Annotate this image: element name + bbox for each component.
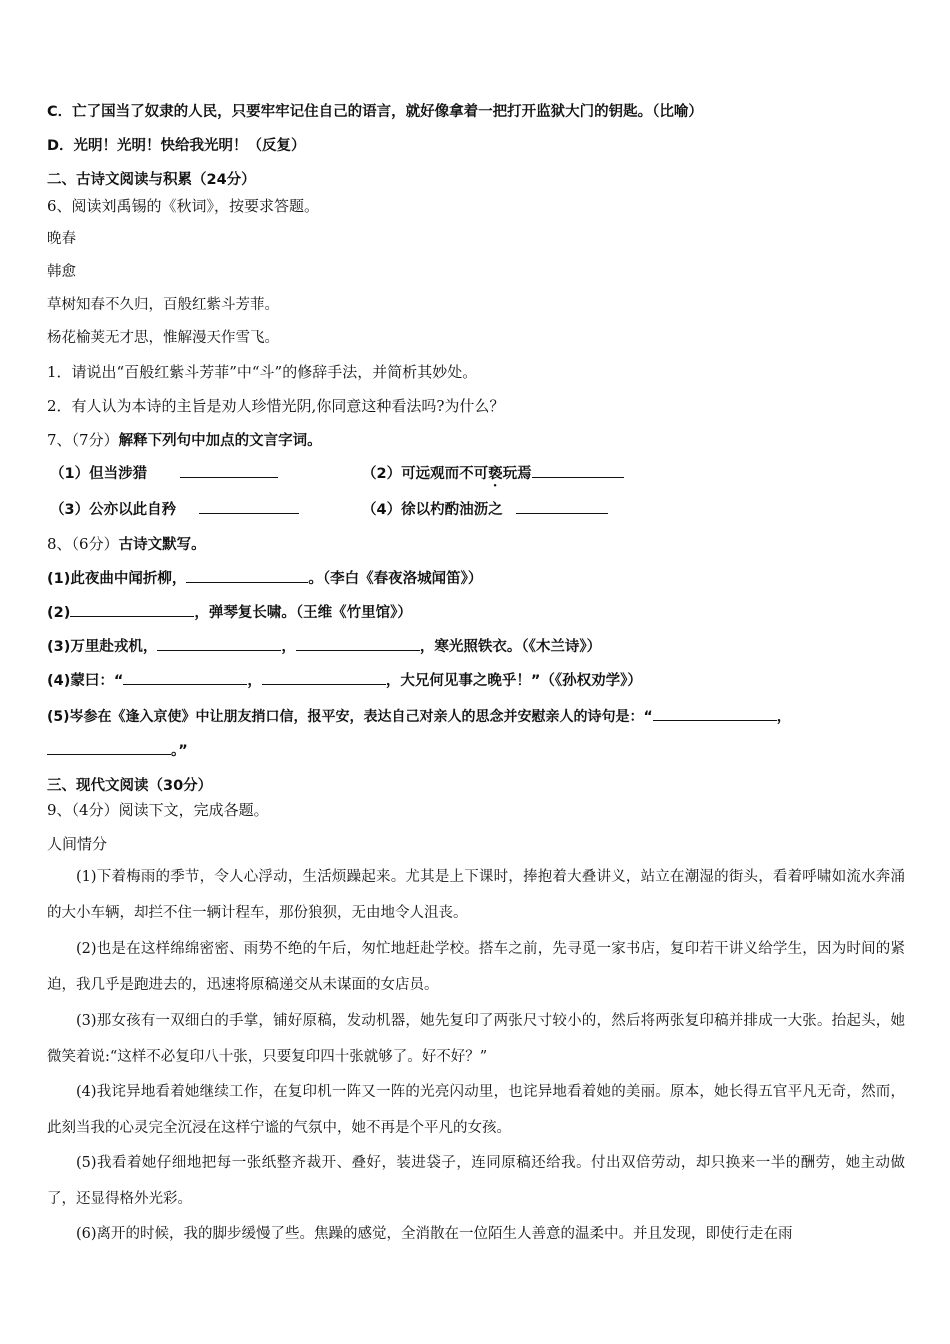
q8-line-1-pre: (1)此夜曲中闻折柳，: [47, 571, 187, 587]
article-paragraph-6: (6)离开的时候，我的脚步缓慢了些。焦躁的感觉，全消散在一位陌生人善意的温柔中。并且发现，即使行走在雨: [76, 1226, 793, 1242]
q7-item-4-blank[interactable]: [516, 499, 608, 514]
q8-line-1-blank[interactable]: [186, 568, 308, 583]
article-paragraph-4: (4)我诧异地看着她继续工作，在复印机一阵又一阵的光亮闪动里，也诧异地看着她的美丽。原本，她长得五官平凡无奇，然而，此刻当我的心灵完全沉浸在这样宁谧的气氛中，她不再是个平凡的女孩。: [47, 1084, 905, 1136]
q8-line-4-blank-1[interactable]: [123, 670, 247, 685]
q8-line-3-mid: ，: [281, 639, 296, 655]
q7-item-4: [362, 499, 608, 520]
q8-line-5: [47, 706, 791, 727]
q7-item-3: [50, 499, 299, 520]
q8-line-6-post: 。”: [171, 743, 188, 759]
article-paragraph-3: (3)那女孩有一双细白的手掌，铺好原稿，发动机器，她先复印了两张尺寸较小的，然后将两张复印稿并排成一大张。抬起头，她微笑着说:“这样不必复印八十张，只要复印四十张就够了。好不好？”: [47, 1013, 905, 1065]
q7-item-3-text: （3）公亦以此自矜: [50, 502, 177, 518]
article-paragraph-1: (1)下着梅雨的季节，令人心浮动，生活烦躁起来。尤其是上下课时，捧抱着大叠讲义，站立在潮湿的街头，看着呼啸如流水奔涌的大小车辆，却拦不住一辆计程车，那份狼狈，无由地令人沮丧。: [47, 869, 905, 921]
q6-prompt: 6、阅读刘禹锡的《秋词》，按要求答题。: [47, 197, 320, 215]
article-title: 人间情分: [47, 835, 108, 853]
poem-line-2: 杨花榆荚无才思，惟解漫天作雪飞。: [47, 330, 279, 346]
q8-line-6-blank[interactable]: [47, 740, 171, 755]
poem-line-1: 草树知春不久归，百般红紫斗芳菲。: [47, 297, 279, 313]
q6-sub2: 2．有人认为本诗的主旨是劝人珍惜光阴,你同意这种看法吗?为什么？: [47, 397, 505, 415]
q8-line-5-blank-1[interactable]: [653, 706, 777, 721]
q8-line-4-blank-2[interactable]: [262, 670, 386, 685]
q7-number: 7、（7分）: [47, 431, 119, 449]
q8-line-3-pre: (3)万里赴戎机，: [47, 639, 158, 655]
q7-item-2-text-pre: （2）可远观而不可: [362, 466, 489, 482]
q7-item-1: [50, 463, 278, 484]
q7-item-2: [362, 463, 624, 490]
q7-item-2-dotted-word: 亵: [488, 466, 503, 482]
q7-item-3-blank[interactable]: [199, 499, 299, 514]
q8-instruction: 古诗文默写。: [118, 537, 206, 553]
option-d: D．光明！光明！快给我光明！（反复）: [47, 138, 306, 154]
q8-line-2-pre: (2): [47, 605, 71, 621]
q7-item-2-blank[interactable]: [532, 463, 624, 478]
q8-line-4: [47, 670, 642, 691]
q8-number: 8、（6分）: [47, 535, 119, 553]
q8-prompt: [47, 534, 206, 555]
q7-item-1-text: （1）但当涉猎: [50, 466, 148, 482]
q8-line-3-post: ，寒光照铁衣。（《木兰诗》）: [419, 639, 602, 655]
option-c: C．亡了国当了奴隶的人民，只要牢牢记住自己的语言，就好像拿着一把打开监狱大门的钥匙。（比喻）: [47, 104, 703, 120]
q7-item-2-text-post: 玩焉: [502, 466, 532, 482]
q8-line-4-mid: ，: [247, 673, 262, 689]
q8-line-1: [47, 568, 482, 589]
q8-line-1-post: 。（李白《春夜洛城闻笛》）: [308, 571, 483, 587]
q8-line-4-post: ，大兄何见事之晚乎！”（《孙权劝学》）: [385, 673, 642, 689]
poem-title: 晚春: [47, 231, 76, 247]
article-paragraph-2: (2)也是在这样绵绵密密、雨势不绝的午后，匆忙地赶赴学校。搭车之前，先寻觅一家书店，复印若干讲义给学生，因为时间的紧迫，我几乎是跑进去的，迅速将原稿递交从未谋面的女店员。: [47, 941, 905, 993]
section2-heading: 二、古诗文阅读与积累（24分）: [47, 172, 256, 188]
q9-prompt: [47, 800, 269, 820]
q8-line-4-pre: (4)蒙曰：“: [47, 673, 124, 689]
q8-line-2: [47, 602, 412, 623]
q7-prompt: [47, 430, 322, 451]
section3-heading: 三、现代文阅读（30分）: [47, 778, 213, 794]
q8-line-2-blank[interactable]: [70, 602, 194, 617]
article-paragraph-5: (5)我看着她仔细地把每一张纸整齐裁开、叠好，装进袋子，连同原稿还给我。付出双倍劳动，却只换来一半的酬劳，她主动做了，还显得格外光彩。: [47, 1155, 905, 1207]
q7-item-1-blank[interactable]: [180, 463, 278, 478]
q8-line-3: [47, 636, 601, 657]
q6-sub1: 1．请说出“百般红紫斗芳菲”中“斗”的修辞手法，并简析其妙处。: [47, 363, 478, 381]
q8-line-5-end: ，: [776, 709, 791, 725]
q8-line-2-post: ，弹琴复长啸。（王维《竹里馆》）: [194, 605, 412, 621]
q8-line-6: [47, 740, 188, 761]
q7-item-4-text: （4）徐以杓酌油沥之: [362, 502, 503, 518]
q9-instruction: 阅读下文，完成各题。: [118, 801, 269, 819]
q9-number: 9、（4分）: [47, 801, 119, 819]
q8-line-3-blank-1[interactable]: [157, 636, 281, 651]
poem-author: 韩愈: [47, 264, 76, 280]
q7-instruction: 解释下列句中加点的文言字词。: [118, 433, 322, 449]
q8-line-3-blank-2[interactable]: [296, 636, 420, 651]
q8-line-5-pre: (5)岑参在《逢入京使》中让朋友捎口信，报平安，表达自己对亲人的思念并安慰亲人的诗句是：“: [47, 709, 653, 725]
